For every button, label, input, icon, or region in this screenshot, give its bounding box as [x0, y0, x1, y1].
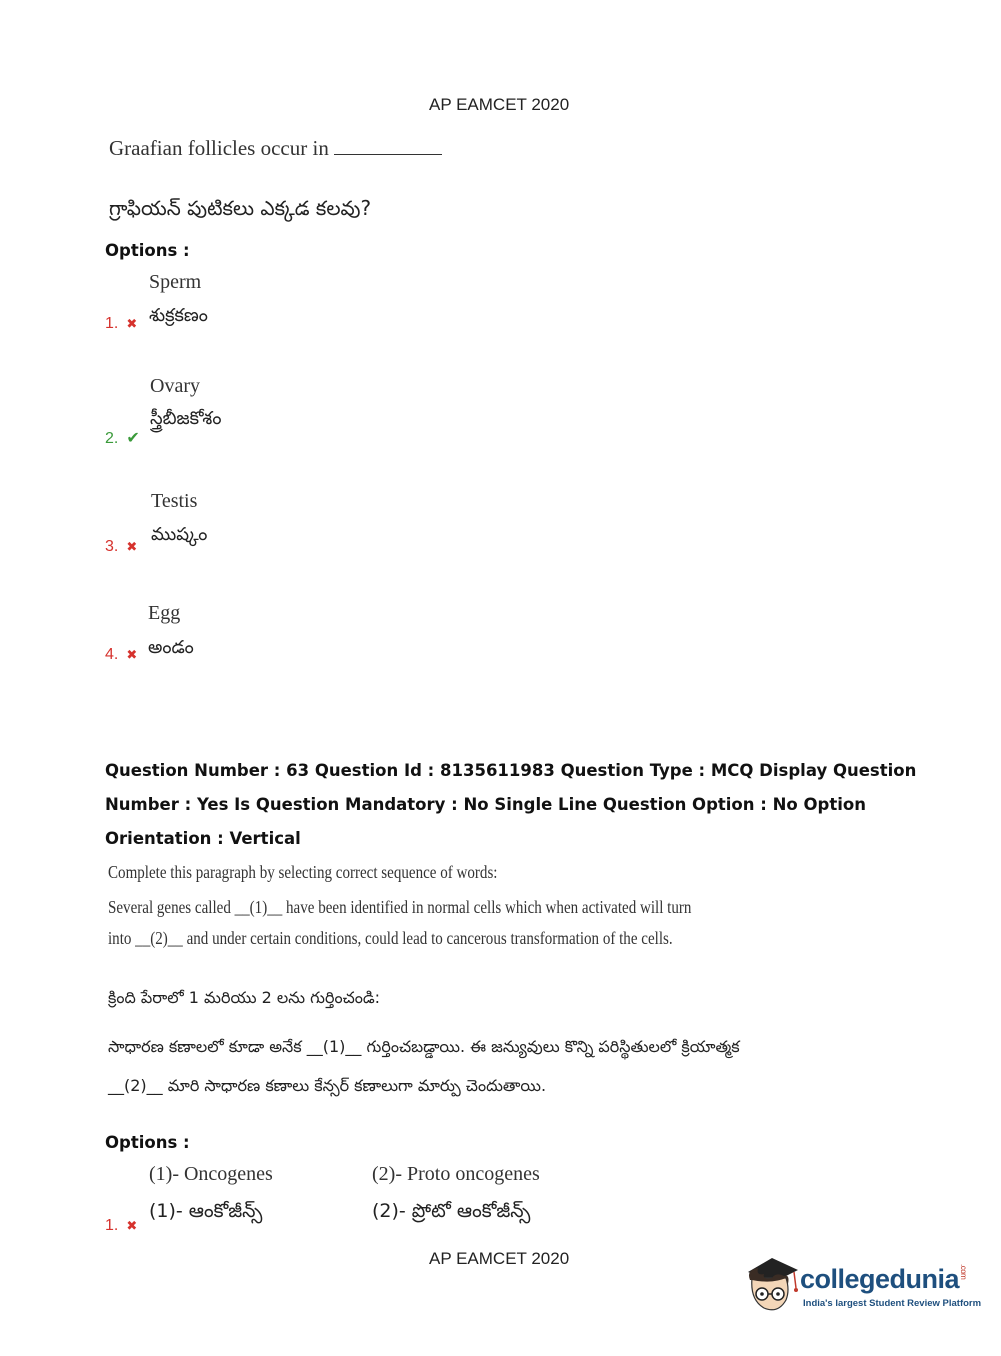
cross-icon: ✖ [126, 1218, 138, 1233]
option-1-marker [105, 1217, 137, 1235]
option-3-marker [105, 538, 137, 556]
option-1-en: Sperm [149, 271, 202, 293]
question-text-te: గ్రాఫియన్ పుటికలు ఎక్కడ కలవు? [109, 196, 372, 220]
option-2-te: స్త్రీబీజకోశం [150, 408, 222, 429]
mascot-icon [742, 1250, 802, 1318]
question-meta-line-3: Orientation : Vertical [105, 829, 301, 848]
option-1-col1-en: (1)- Oncogenes [149, 1163, 273, 1185]
option-number: 4. [105, 646, 119, 663]
option-3-te: ముష్కం [151, 524, 208, 545]
answer-blank [334, 138, 442, 155]
page-footer: AP EAMCET 2020 [429, 1249, 570, 1268]
question-text [109, 136, 442, 161]
page-header: AP EAMCET 2020 [429, 95, 570, 114]
option-2-marker [105, 428, 140, 448]
question-meta-line-2: Number : Yes Is Question Mandatory : No Single Line Question Option : No Option [105, 795, 866, 814]
option-number: 3. [105, 538, 119, 555]
option-4-marker [105, 646, 137, 664]
paragraph-te-line-1: సాధారణ కణాలలో కూడా అనేక __(1)__ గుర్తించబడ్డాయి. ఈ జన్యువులు కొన్ని పరిస్థితులలో క్రియాత్మక [108, 1037, 740, 1056]
options-label: Options : [105, 1133, 190, 1152]
paragraph-en-line-1: Several genes called __(1)__ have been identified in normal cells which when activated will turn [108, 897, 692, 917]
option-number: 1. [105, 315, 119, 332]
cross-icon: ✖ [126, 539, 138, 554]
option-4-te: అండం [148, 637, 194, 658]
option-4-en: Egg [148, 602, 181, 624]
question-text-en: Graafian follicles occur in [109, 136, 329, 160]
logo-tagline: India's largest Student Review Platform [803, 1298, 982, 1309]
option-1-col2-te: (2)- ప్రోటో ఆంకోజీన్స్ [372, 1200, 531, 1222]
option-1-te: శుక్రకణం [149, 305, 208, 326]
option-1-marker [105, 315, 137, 333]
paragraph-te-line-2: __(2)__ మారి సాధారణ కణాలు కేన్సర్ కణాలుగా మార్పు చెందుతాయి. [108, 1076, 547, 1095]
instruction-te: క్రింది పేరాలో 1 మరియు 2 లను గుర్తించండి: [108, 988, 381, 1007]
instruction-en: Complete this paragraph by selecting correct sequence of words: [108, 862, 498, 882]
paragraph-en-line-2: into __(2)__ and under certain conditions, could lead to cancerous transformation of the cells. [108, 928, 673, 948]
option-1-col1-te: (1)- ఆంకోజీన్స్ [149, 1200, 263, 1222]
question-meta-line-1: Question Number : 63 Question Id : 8135611983 Question Type : MCQ Display Question [105, 761, 917, 780]
collegedunia-logo [742, 1250, 982, 1320]
check-icon: ✔ [126, 430, 140, 447]
cross-icon: ✖ [126, 647, 138, 662]
options-label: Options : [105, 241, 190, 260]
logo-name: collegedunia [800, 1264, 960, 1294]
option-3-en: Testis [151, 490, 198, 512]
cross-icon: ✖ [126, 316, 138, 331]
logo-suffix: .com [959, 1264, 969, 1280]
option-number: 2. [105, 430, 119, 447]
option-2-en: Ovary [150, 375, 200, 397]
option-number: 1. [105, 1217, 119, 1234]
option-1-col2-en: (2)- Proto oncogenes [372, 1163, 540, 1185]
logo-wordmark [800, 1264, 968, 1295]
